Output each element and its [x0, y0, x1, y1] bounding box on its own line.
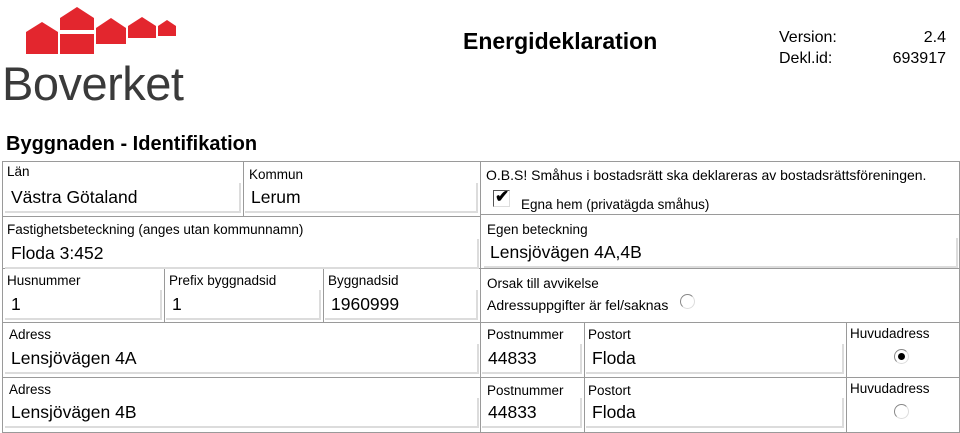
postort-label: Postort	[588, 327, 631, 342]
egen-beteckning-field[interactable]: Lensjövägen 4A,4B	[484, 238, 958, 268]
radio-selected-icon	[898, 353, 905, 360]
fastighet-label: Fastighetsbeteckning (anges utan kommunnamn)	[7, 222, 304, 237]
fastighet-field[interactable]: Floda 3:452	[5, 239, 479, 269]
adress-label: Adress	[9, 327, 52, 342]
huvudadress-label: Huvudadress	[850, 326, 930, 341]
huvudadress-radio[interactable]	[894, 349, 909, 364]
obs-notice: O.B.S! Småhus i bostadsrätt ska deklareras av bostadsrättsföreningen.	[486, 167, 927, 183]
egna-hem-checkbox[interactable]	[493, 187, 510, 207]
postnummer-field[interactable]: 44833	[482, 398, 582, 428]
postort-field[interactable]: Floda	[586, 398, 844, 428]
section-title: Byggnaden - Identifikation	[6, 133, 258, 155]
adress-field[interactable]: Lensjövägen 4A	[5, 344, 479, 374]
huvudadress-radio[interactable]	[894, 404, 909, 419]
adress-field[interactable]: Lensjövägen 4B	[5, 398, 479, 428]
husnummer-field[interactable]: 1	[5, 290, 162, 320]
postort-label: Postort	[588, 383, 631, 398]
document-title: Energideklaration	[463, 28, 658, 54]
brand-name: Boverket	[2, 57, 184, 110]
orsak-option-label: Adressuppgifter är fel/saknas	[487, 297, 669, 313]
husnummer-label: Husnummer	[7, 273, 81, 288]
huvudadress-label: Huvudadress	[850, 381, 930, 396]
prefix-label: Prefix byggnadsid	[169, 273, 277, 288]
version-label: Version:	[779, 29, 837, 46]
postnummer-label: Postnummer	[487, 383, 564, 398]
dekl-id-value: 693917	[892, 50, 946, 67]
houses-logo-icon	[0, 4, 190, 60]
postort-field[interactable]: Floda	[586, 344, 844, 374]
egna-hem-label: Egna hem (privatägda småhus)	[521, 197, 710, 212]
byggnadsid-label: Byggnadsid	[328, 273, 399, 288]
version-value: 2.4	[923, 29, 946, 46]
lan-field[interactable]: Västra Götaland	[5, 183, 241, 213]
lan-label: Län	[7, 164, 30, 179]
egen-beteckning-label: Egen beteckning	[487, 222, 588, 237]
prefix-field[interactable]: 1	[166, 290, 321, 320]
postnummer-field[interactable]: 44833	[482, 344, 582, 374]
byggnadsid-field[interactable]: 1960999	[325, 290, 478, 320]
kommun-field[interactable]: Lerum	[245, 183, 478, 213]
orsak-radio[interactable]	[680, 294, 695, 309]
checkmark-icon: ✔	[495, 187, 510, 206]
postnummer-label: Postnummer	[487, 327, 564, 342]
boverket-logo	[0, 4, 190, 110]
adress-label: Adress	[9, 382, 52, 397]
orsak-label: Orsak till avvikelse	[487, 276, 599, 291]
dekl-id-label: Dekl.id:	[779, 50, 833, 67]
kommun-label: Kommun	[249, 167, 304, 182]
